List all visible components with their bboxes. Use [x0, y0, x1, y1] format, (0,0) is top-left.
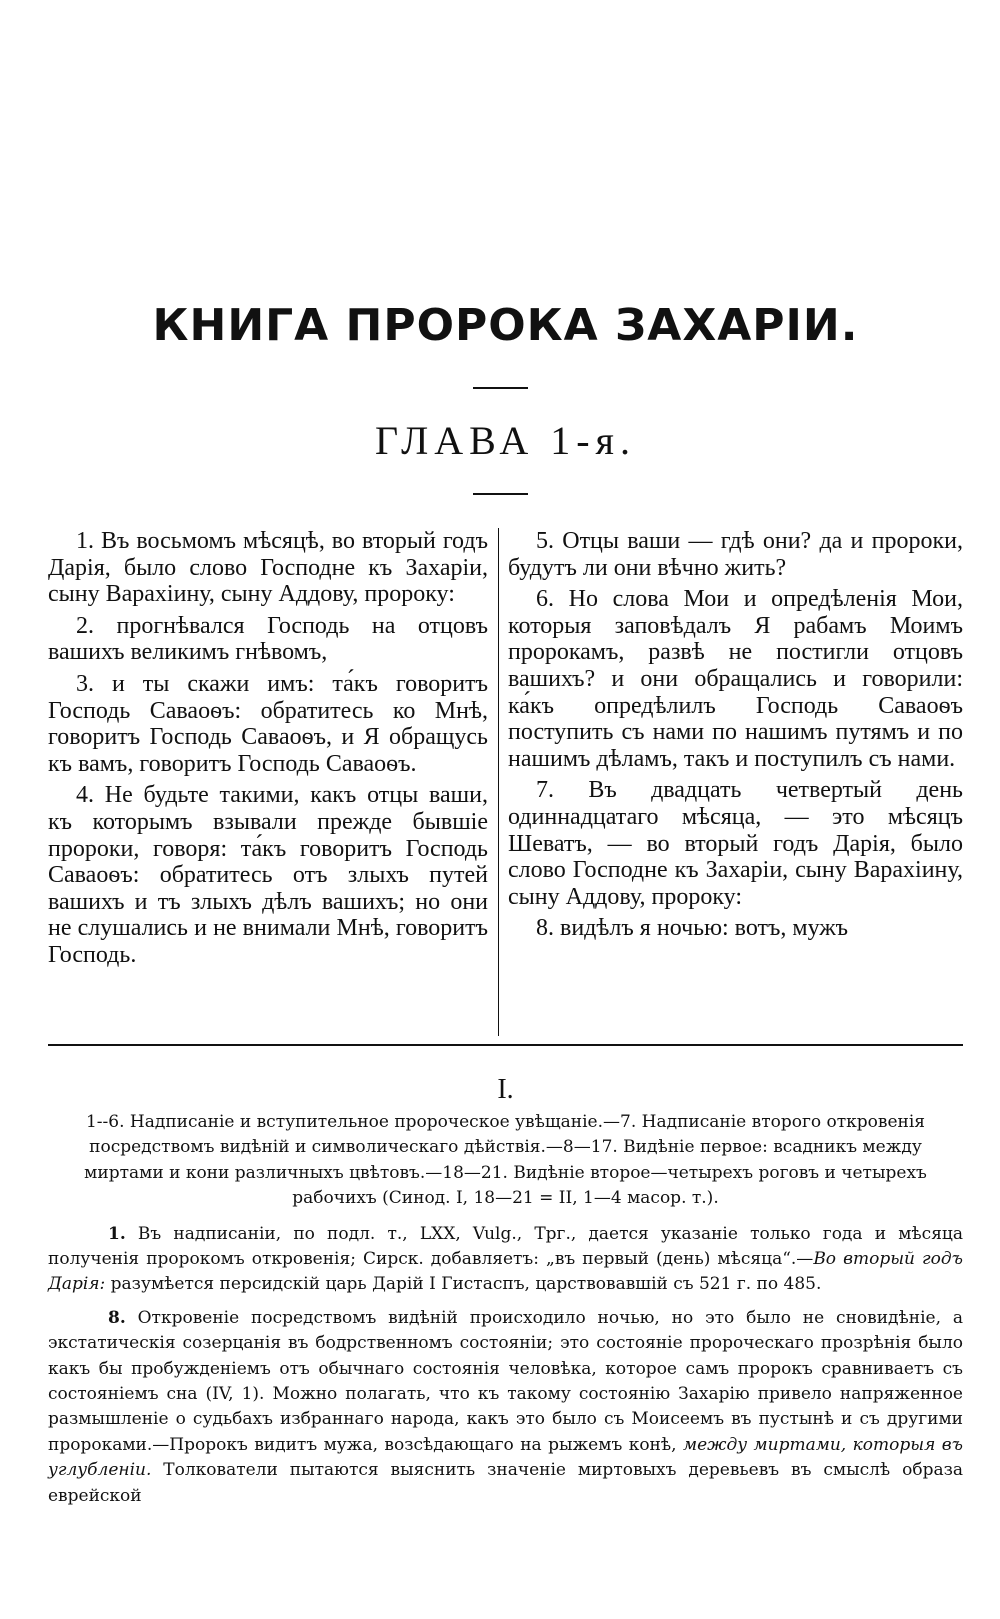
scripture-columns: [48, 528, 963, 1036]
note-text: разумѣется персидскій царь Дарій I Гистаспъ, царствовавшій съ 521 г. по 485.: [105, 1274, 822, 1295]
note-number: 1.: [108, 1223, 126, 1244]
right-column: [508, 528, 963, 947]
verse: 1. Въ восьмомъ мѣсяцѣ, во вторый годъ Дарія, было слово Господне къ Захаріи, сыну Варахіину, сыну Аддову, пророку:: [48, 528, 488, 608]
chapter-divider: [473, 493, 528, 495]
note-text: Толкователи пытаются выяснить значеніе миртовыхъ деревьевъ въ смыслѣ образа еврейской: [48, 1460, 963, 1506]
chapter-summary: 1--6. Надписаніе и вступительное пророческое увѣщаніе.—7. Надписаніе второго откровенія посредствомъ видѣній и символическаго дѣйствія.—8—17. Видѣніе первое: всадникъ между миртами и кони различныхъ цвѣтовъ.—18—21. Видѣніе второе—четырехъ роговъ и четырехъ рабочихъ (Синод. I, 18—21 = II, 1—4 масор. т.).: [84, 1112, 927, 1209]
verse: 8. видѣлъ я ночью: вотъ, мужъ: [536, 915, 848, 942]
chapter-title: ГЛАВА 1-я.: [375, 418, 636, 463]
note-number: 8.: [108, 1307, 126, 1328]
commentary: [48, 1072, 963, 1509]
note-text: Откровеніе посредствомъ видѣній происходило ночью, но это было не сновидѣніе, а экстатическія созерцанія въ бодрственномъ состояніи; это состояніе пророческаго прозрѣнія было какъ бы пробужденіемъ отъ обычнаго состоянія человѣка, которое самъ пророкъ сравниваетъ съ состояніемъ сна (IV, 1). Можно полагать, что къ такому состоянію Захарію привело напряженное размышленіе о судьбахъ избраннаго народа, какъ это было съ Моисеемъ въ пустынѣ и съ другими пророками.—Пророкъ видитъ мужа, возсѣдающаго на рыжемъ конѣ,: [48, 1307, 963, 1455]
verse: 3. и ты скажи имъ: та́къ говоритъ Господь Саваоѳъ: обратитесь ко Мнѣ, говоритъ Господь Саваоѳъ, и Я обращусь къ вамъ, говоритъ Господь Саваоѳъ.: [48, 670, 488, 777]
note-italic: Во вторый годъ Дарія:: [48, 1249, 963, 1295]
commentary-heading: I.: [497, 1074, 514, 1105]
page: [48, 0, 963, 1619]
verse: 4. Не будьте такими, какъ отцы ваши, къ которымъ взывали прежде бывшіе пророки, говоря: та́къ говоритъ Господь Саваоѳъ: обратитесь отъ злыхъ путей вашихъ и тъ злыхъ дѣлъ вашихъ; но они не слушались и не внимали Мнѣ, говоритъ Господь.: [48, 782, 488, 968]
note-italic: между миртами, которыя въ углубленіи.: [48, 1434, 963, 1481]
commentary-separator: [48, 1044, 963, 1046]
verse: 2. прогнѣвался Господь на отцовъ вашихъ великимъ гнѣвомъ,: [48, 612, 488, 666]
verse: 6. Но слова Мои и опредѣленія Мои, которыя заповѣдалъ Я рабамъ Моимъ пророкамъ, развѣ не постигли отцовъ вашихъ? и они обращались и говорили: ка́къ опредѣлилъ Господь Саваоѳъ поступить съ нами по нашимъ путямъ и по нашимъ дѣламъ, такъ и поступилъ съ нами.: [508, 586, 963, 772]
commentary-note: [48, 1222, 963, 1298]
verse: 7. Въ двадцать четвертый день одиннадцатаго мѣсяца, — это мѣсяцъ Шеватъ, — во вторый годъ Дарія, было слово Господне къ Захаріи, сыну Варахіину, сыну Аддову, пророку:: [508, 777, 963, 910]
book-title: КНИГА ПРОРОКА ЗАХАРІИ.: [152, 300, 859, 351]
column-divider: [498, 528, 499, 1036]
commentary-note: [48, 1306, 963, 1509]
left-column: [48, 528, 488, 974]
note-text: Въ надписаніи, по подл. т., LXX, Vulg., Трг., дается указаніе только года и мѣсяца полученія пророкомъ откровенія; Сирск. добавляетъ: „въ первый (день) мѣсяца“.—: [48, 1223, 963, 1270]
title-divider: [473, 387, 528, 389]
verse: 5. Отцы ваши — гдѣ они? да и пророки, будутъ ли они вѣчно жить?: [508, 528, 963, 581]
